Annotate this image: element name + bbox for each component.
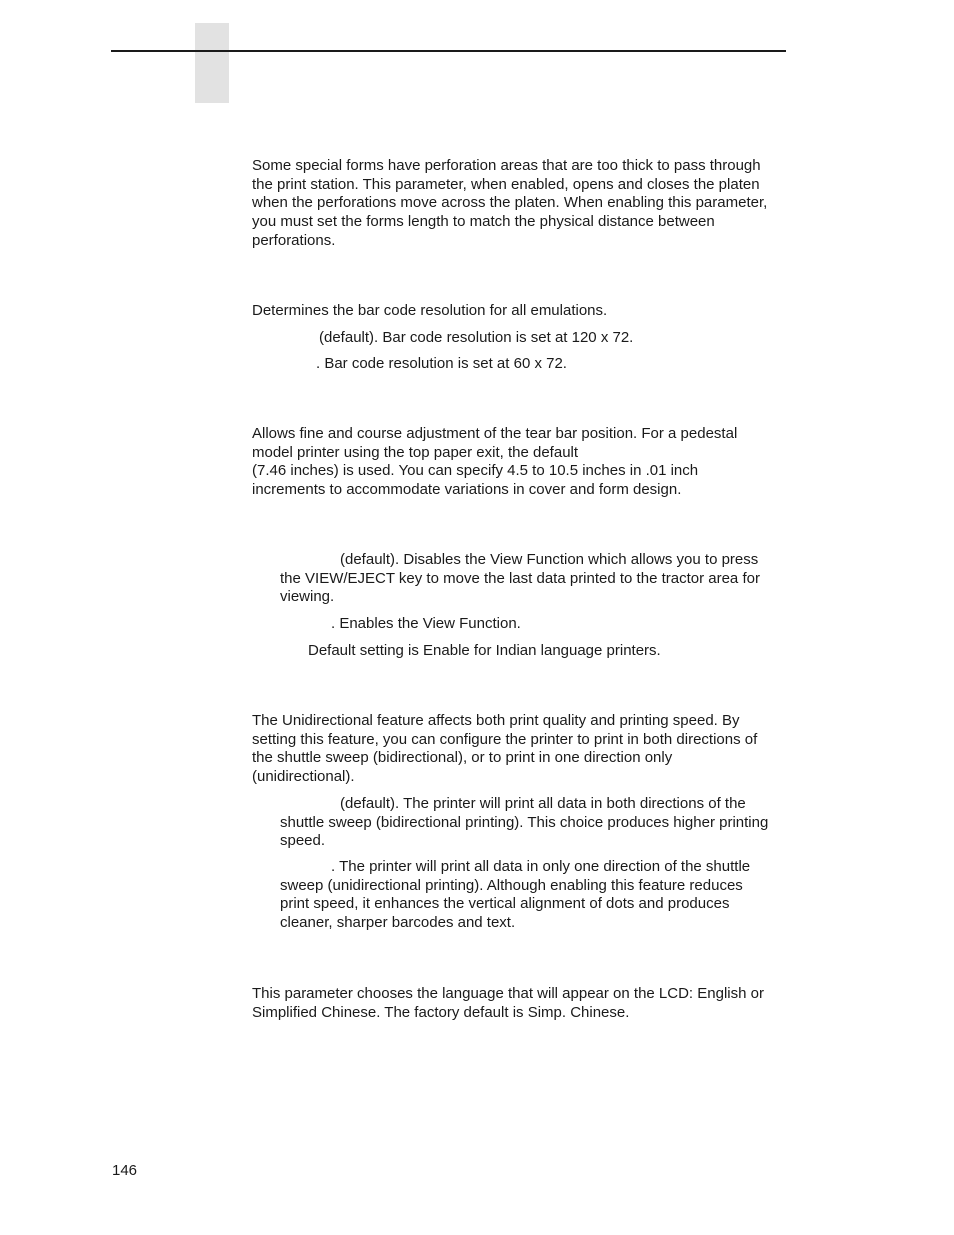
unidirectional-option-enable: . The printer will print all data in only one direction of the shuttle sweep (unidirectional printing). Although enabling this feature reduces print speed, it enhances the vertical alignment of dots and produces cleaner, sharper barcodes and text. <box>280 858 751 932</box>
perforation-skip-description: Some special forms have perforation areas that are too thick to pass through the print station. This parameter, when enabled, opens and closes the platen when the perforations move across the platen. When enabling this parameter, you must set the forms length to match the physical distance between perforations. <box>252 157 768 249</box>
chapter-tab-marker <box>195 23 229 103</box>
bar-code-resolution-description: Determines the bar code resolution for all emulations. <box>252 302 608 319</box>
bar-code-resolution-option-default: (default). Bar code resolution is set at 120 x 72. <box>319 329 634 346</box>
view-function-option-enable: . Enables the View Function. <box>331 615 521 632</box>
view-function-option-disable: (default). Disables the View Function which allows you to press the VIEW/EJECT key to move the last data printed to the tractor area for viewing. <box>280 551 760 606</box>
tear-bar-description: Allows fine and course adjustment of the tear bar position. For a pedestal model printer using the top paper exit, the default (7.46 inches) is used. You can specify 4.5 to 10.5 inches in .01 inch increments to accommodate variations in cover and form design. <box>252 425 738 499</box>
bar-code-resolution-option-alt: . Bar code resolution is set at 60 x 72. <box>316 355 567 372</box>
unidirectional-description: The Unidirectional feature affects both print quality and printing speed. By setting this feature, you can configure the printer to print in both directions of the shuttle sweep (bidirectional), or to print in one direction only (unidirectional). <box>252 712 758 786</box>
lcd-language-description: This parameter chooses the language that will appear on the LCD: English or Simplified Chinese. The factory default is Simp. Chinese. <box>252 985 764 1021</box>
page-number: 146 <box>112 1162 138 1179</box>
view-function-note: Default setting is Enable for Indian language printers. <box>308 642 661 659</box>
header-rule <box>111 50 786 52</box>
unidirectional-option-disable: (default). The printer will print all data in both directions of the shuttle sweep (bidirectional printing). This choice produces higher printing speed. <box>280 795 769 850</box>
